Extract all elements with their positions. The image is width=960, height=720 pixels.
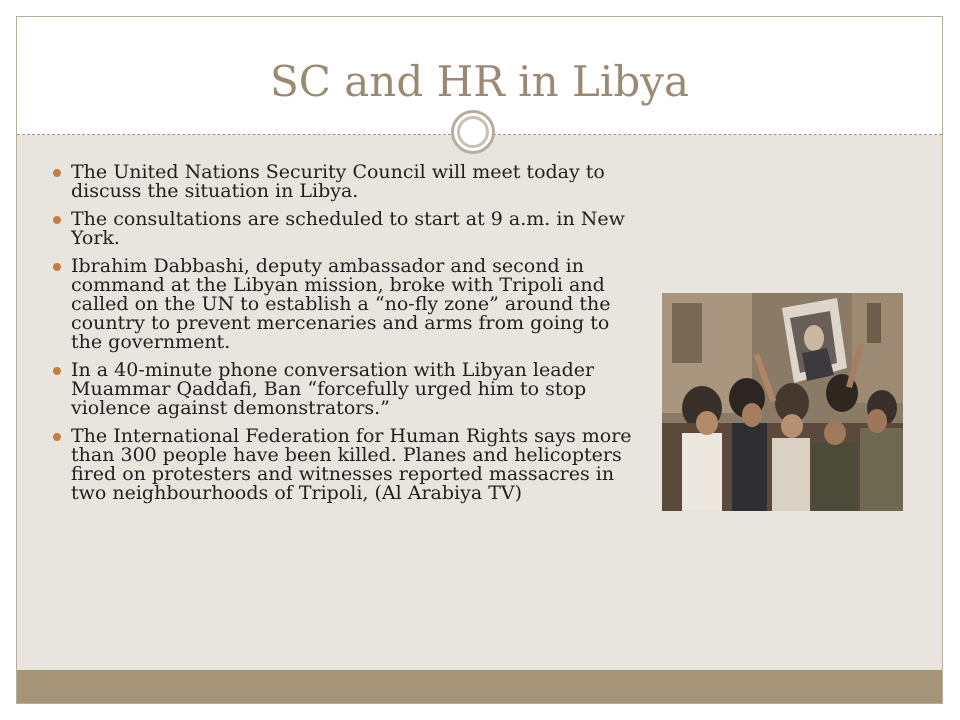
bullet-text: The International Federation for Human Rights says more than 300 people have been killed. Planes and helicopters fired on protesters and witnesses reported massacres in two neighbourhoods of Tripoli, (Al Arabiya TV) [71, 425, 632, 504]
slide-title: SC and HR in Libya [270, 57, 689, 106]
footer-band [17, 670, 942, 703]
bullet-text: Ibrahim Dabbashi, deputy ambassador and second in command at the Libyan mission, broke with Tripoli and called on the UN to establish a “no-fly zone” around the country to prevent mercenaries and arms from going to the government. [71, 255, 611, 353]
slide-frame [16, 16, 943, 704]
bullet-dot-icon [53, 367, 61, 375]
bullet-item [53, 163, 633, 201]
bullet-list [53, 163, 633, 512]
bullet-dot-icon [53, 263, 61, 271]
protest-photo-illustration [662, 293, 903, 511]
bullet-text: The consultations are scheduled to start at 9 a.m. in New York. [71, 208, 625, 249]
protest-photo [662, 293, 903, 511]
bullet-item [53, 427, 633, 503]
bullet-item [53, 361, 633, 418]
bullet-text: The United Nations Security Council will meet today to discuss the situation in Libya. [71, 161, 605, 202]
bullet-item [53, 210, 633, 248]
bullet-item [53, 257, 633, 352]
bullet-dot-icon [53, 433, 61, 441]
bullet-text: In a 40-minute phone conversation with Libyan leader Muammar Qaddafi, Ban “forcefully urged him to stop violence against demonstrators.” [71, 359, 595, 419]
bullet-dot-icon [53, 216, 61, 224]
bullet-dot-icon [53, 169, 61, 177]
divider-circle-icon [451, 110, 495, 154]
content-area [17, 135, 942, 672]
